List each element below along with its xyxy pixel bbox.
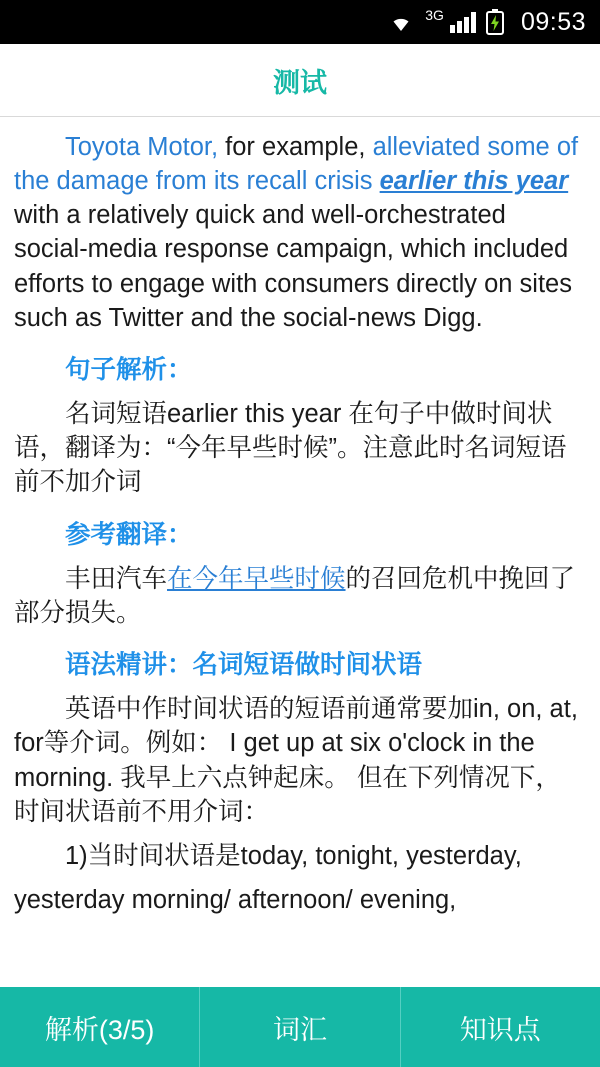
passage-lead: Toyota Motor, (65, 133, 219, 161)
grammar-list-item-1: 1)当时间状语是today, tonight, yesterday, (65, 841, 522, 870)
tab-vocabulary-label: 词汇 (272, 1014, 327, 1045)
tab-analysis-label: 解析(3/5) (44, 1014, 155, 1045)
section-title-analysis: 句子解析： (65, 355, 193, 384)
translation-post: 的召回危机中挽回了部分损失。 (14, 564, 576, 627)
passage-emphasis: earlier this year (379, 167, 569, 196)
passage-black-2: with a relatively quick and well-orchestrated social-media response campaign, which included efforts to engage with consumers directly on sites such as Twitter and the social-news Digg. (14, 201, 572, 332)
status-time: 09:53 (520, 7, 586, 36)
tab-knowledge-label: 知识点 (459, 1014, 541, 1045)
section-title-grammar: 语法精讲：名词短语做时间状语 (65, 651, 423, 680)
translation-pre: 丰田汽车 (65, 564, 168, 593)
tab-knowledge[interactable] (401, 987, 600, 1067)
wifi-icon (386, 10, 416, 34)
section-body-analysis: 名词短语earlier this year 在句子中做时间状语，翻译为：“今年早些时候”。注意此时名词短语前不加介词 (14, 400, 567, 497)
section-body-grammar: 英语中作时间状语的短语前通常要加in, on, at, for等介词。例如： I get up at six o'clock in the morning. 我早上六点钟起床。 但在下列情况下，时间状语前不用介词： (14, 695, 578, 826)
passage-blue-2: alleviated some of the damage from its recall crisis (14, 133, 579, 196)
status-bar (0, 0, 600, 44)
network-type-label: 3G (425, 7, 444, 23)
lesson-content[interactable] (0, 116, 600, 987)
page-title: 测试 (273, 67, 327, 98)
translation-highlight: 在今年早些时候 (167, 564, 346, 593)
tab-vocabulary[interactable] (200, 987, 400, 1067)
passage-black-1: for example, (218, 133, 373, 161)
section-body-translation (14, 562, 586, 630)
battery-icon (486, 9, 504, 35)
signal-icon (449, 10, 477, 34)
app-title-bar (0, 44, 600, 117)
grammar-list-item-1-continued: yesterday morning/ afternoon/ evening, (14, 885, 457, 914)
section-title-translation: 参考翻译： (65, 520, 193, 549)
bottom-tab-bar (0, 987, 600, 1067)
tab-analysis[interactable] (0, 987, 200, 1067)
status-icon-group (386, 8, 586, 37)
passage-paragraph (14, 130, 586, 335)
